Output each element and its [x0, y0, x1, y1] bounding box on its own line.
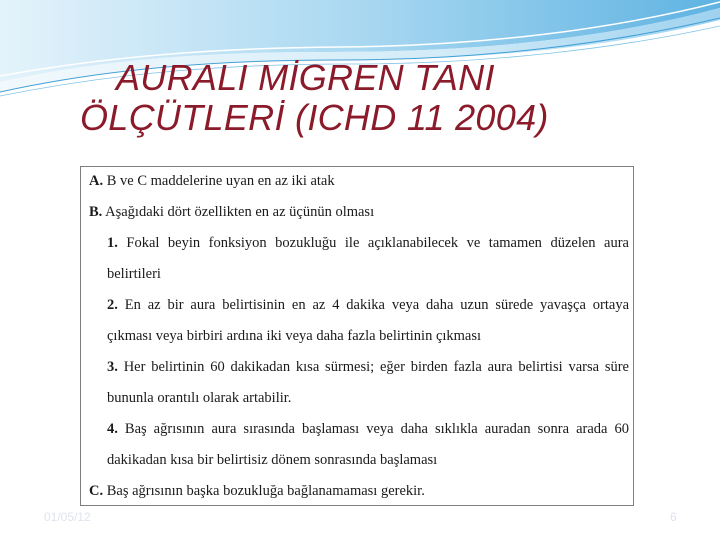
- criterion-b: [89, 204, 374, 221]
- item2-number: 2.: [107, 297, 118, 313]
- item1-number: 1.: [107, 235, 118, 251]
- criterion-b-text: Aşağıdaki dört özellikten en az üçünün olması: [105, 204, 375, 220]
- criterion-a: [89, 173, 335, 190]
- criterion-b-item4-line1: [107, 421, 629, 438]
- criterion-c-text: Baş ağrısının başka bozukluğa bağlanamaması gerekir.: [106, 483, 425, 499]
- criterion-b-item2-line2: çıkması veya birbiri ardına iki veya daha fazla belirtinin çıkması: [107, 328, 482, 344]
- item3-number: 3.: [107, 359, 118, 375]
- footer-date: 01/05/12: [44, 510, 91, 524]
- criterion-b-label: B.: [89, 204, 103, 220]
- criterion-a-text: B ve C maddelerine uyan en az iki atak: [106, 173, 335, 189]
- slide-title-line1: AURALI MİGREN TANI: [116, 57, 495, 98]
- criteria-box: [80, 166, 634, 506]
- slide-title: [80, 58, 680, 138]
- item3-text-line1: Her belirtinin 60 dakikadan kısa sürmesi; eğer birden fazla aura belirtisi varsa süre: [123, 359, 629, 375]
- item4-text-line1: Baş ağrısının aura sırasında başlaması veya daha sıklıkla auradan sonra arada 60: [124, 421, 630, 437]
- criterion-b-item1-line1: [107, 235, 629, 252]
- criterion-c-label: C.: [89, 483, 104, 499]
- criterion-c: [89, 483, 425, 500]
- criterion-b-item3-line1: [107, 359, 629, 376]
- criterion-b-item4-line2: dakikadan kısa bir belirtisiz dönem sonrasında başlaması: [107, 452, 438, 468]
- criterion-b-item1-line2: belirtileri: [107, 266, 161, 282]
- footer-page-number: 6: [670, 510, 677, 524]
- criterion-a-label: A.: [89, 173, 104, 189]
- criterion-b-item3-line2: bununla orantılı olarak artabilir.: [107, 390, 292, 406]
- item2-text-line1: En az bir aura belirtisinin en az 4 dakika veya daha uzun sürede yavaşça ortaya: [124, 297, 630, 313]
- item4-number: 4.: [107, 421, 118, 437]
- item1-text-line1: Fokal beyin fonksiyon bozukluğu ile açıklanabilecek ve tamamen düzelen aura: [126, 235, 629, 251]
- slide-title-line2: ÖLÇÜTLERİ (ICHD 11 2004): [80, 97, 549, 138]
- criterion-b-item2-line1: [107, 297, 629, 314]
